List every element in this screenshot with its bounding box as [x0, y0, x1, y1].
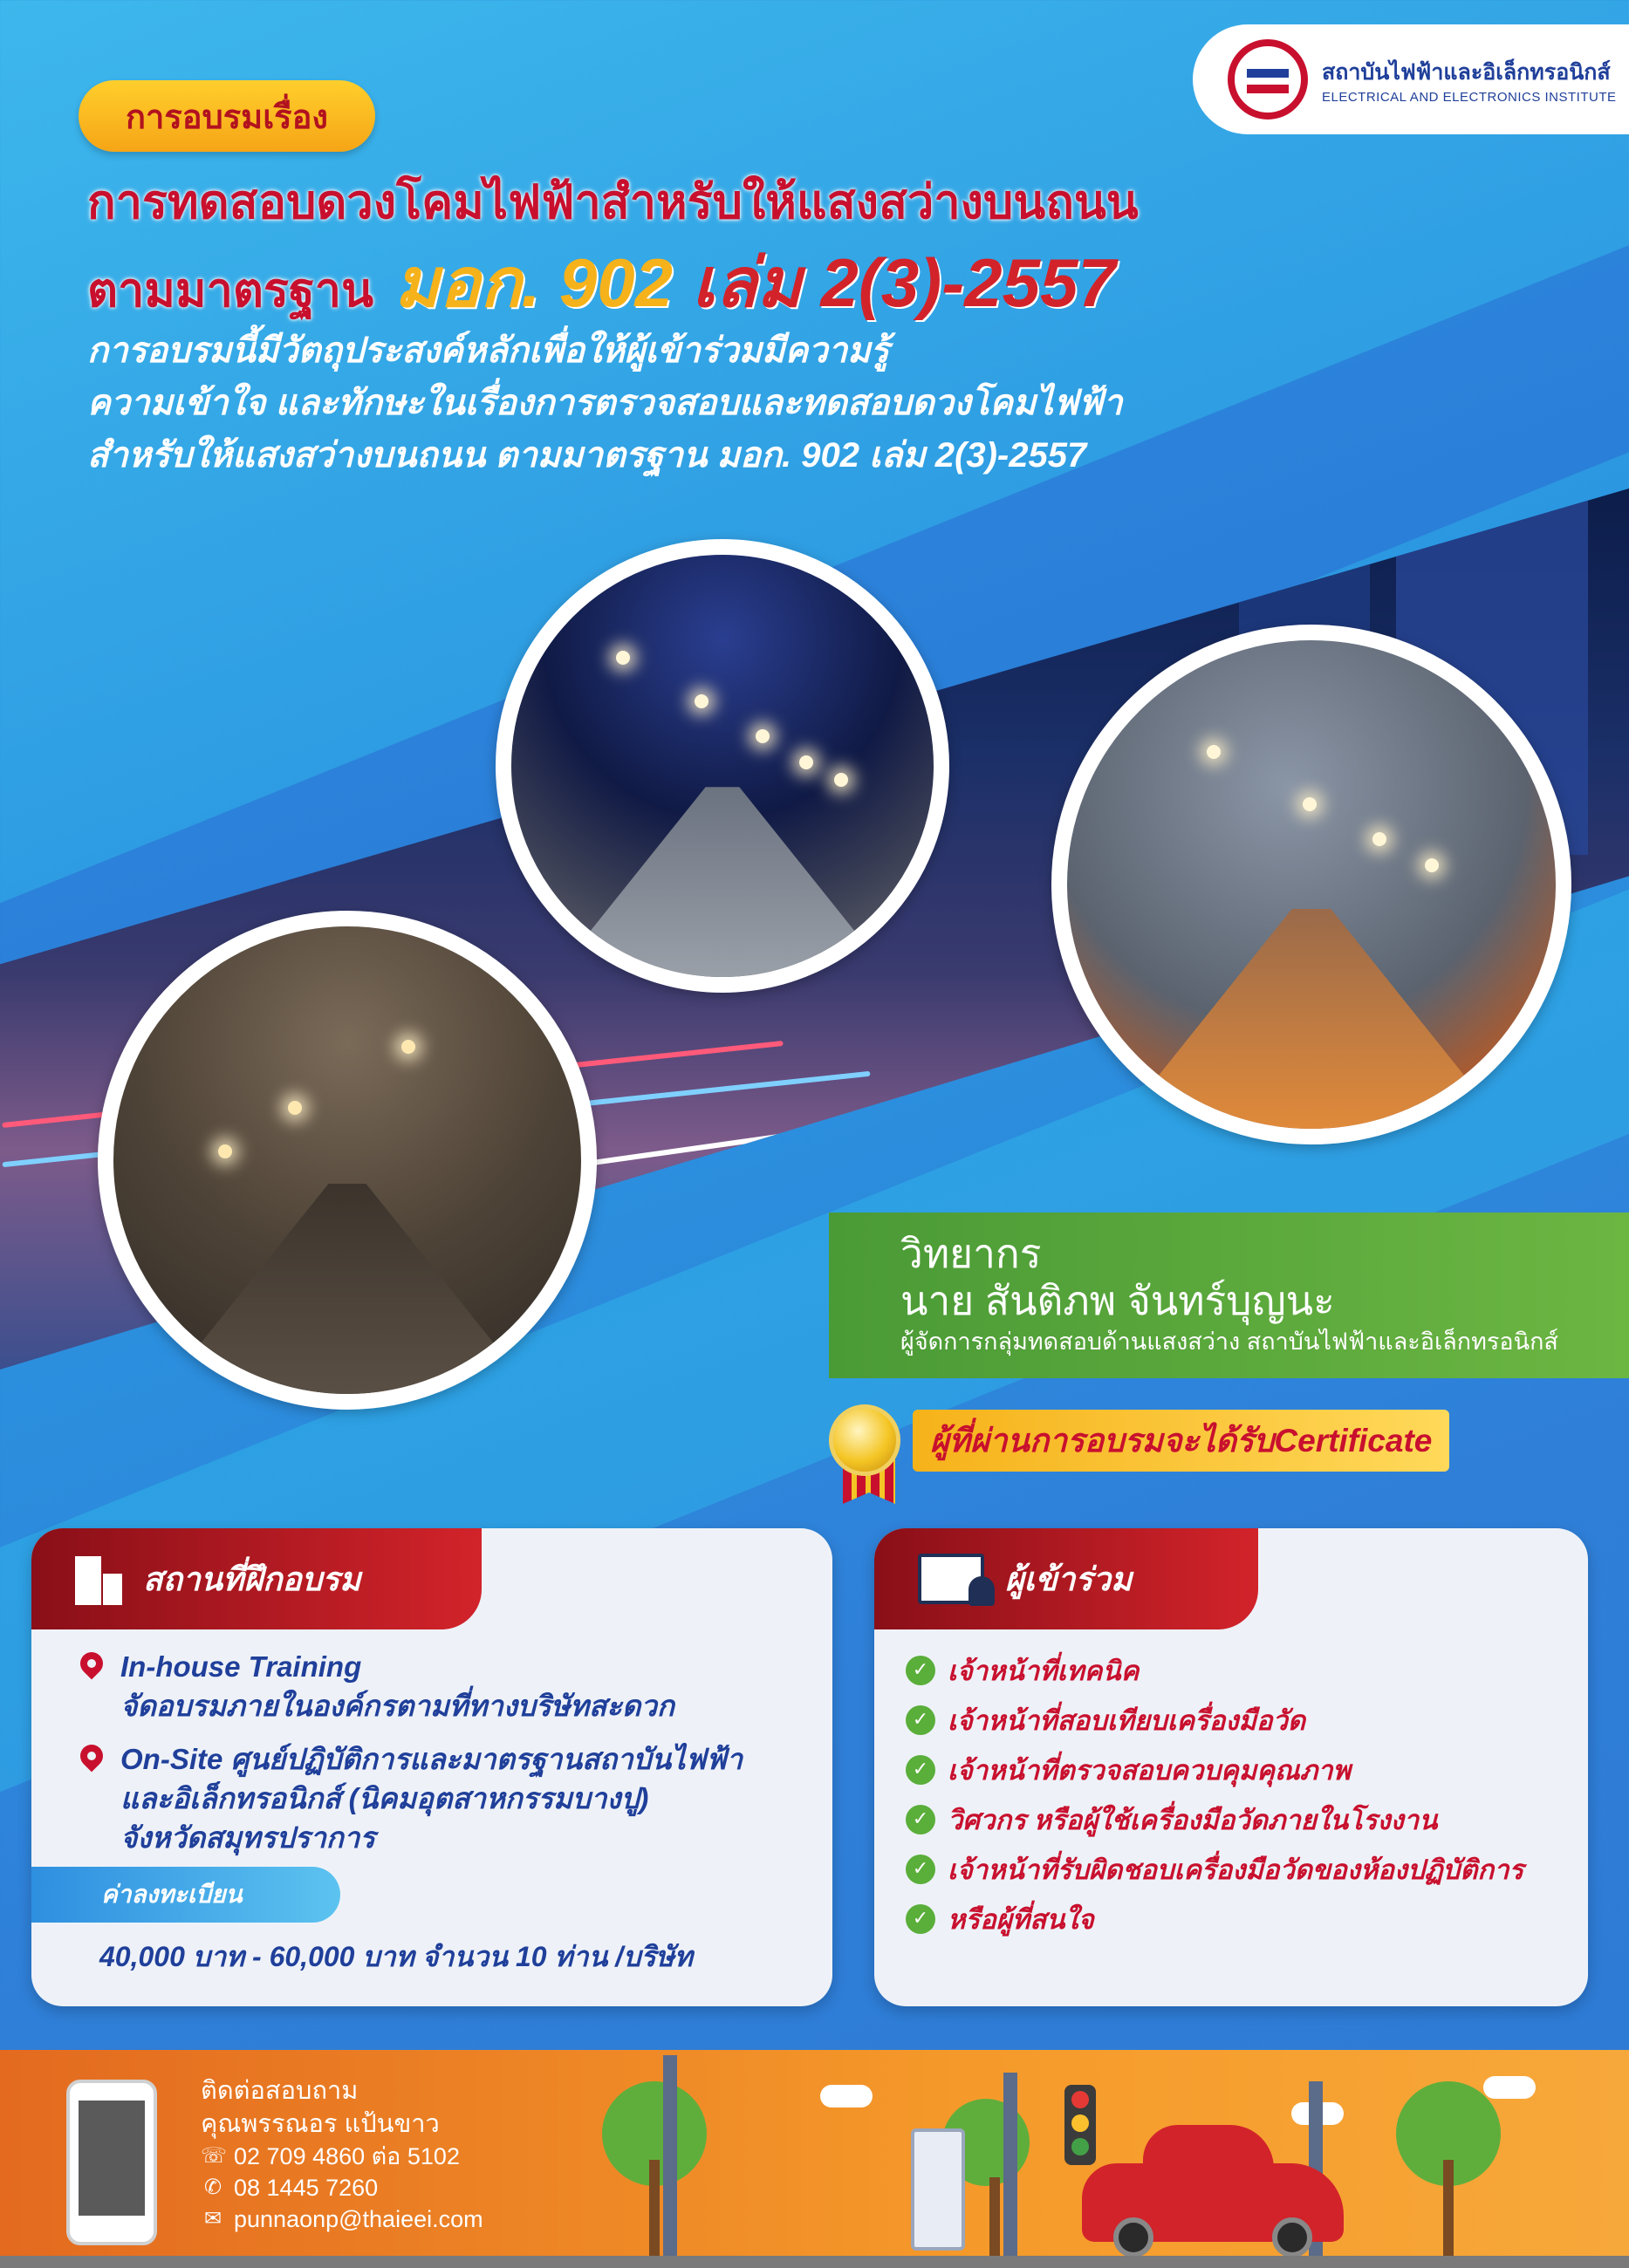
course-standard — [87, 229, 1116, 337]
course-tag: การอบรมเรื่อง — [79, 80, 375, 152]
check-icon: ✓ — [906, 1705, 935, 1735]
standard-code: มอก. 902 — [394, 244, 673, 321]
attendee-label: เจ้าหน้าที่รับผิดชอบเครื่องมือวัดของห้องปฏิบัติการ — [948, 1854, 1524, 1885]
venue-item — [80, 1647, 674, 1725]
mobile-icon: ✆ — [203, 2176, 222, 2199]
attendee-label: หรือผู้ที่สนใจ — [948, 1903, 1094, 1935]
logo-name-en: ELECTRICAL AND ELECTRONICS INSTITUTE — [1322, 89, 1617, 105]
venue-line: In-house Training — [120, 1650, 362, 1683]
car-icon — [1082, 2163, 1344, 2242]
certificate-badge — [829, 1404, 1449, 1476]
venue-line: และอิเล็กทรอนิกส์ (นิคมอุตสาหกรรมบางปู) — [120, 1782, 649, 1814]
foggy-road-photo — [98, 911, 597, 1410]
highway-night-photo — [496, 539, 949, 993]
attendee-label: วิศวกร หรือผู้ใช้เครื่องมือวัดภายในโรงงาน — [948, 1804, 1438, 1835]
list-item — [906, 1645, 1523, 1695]
speaker-banner — [829, 1213, 1629, 1378]
venue-line: On-Site ศูนย์ปฏิบัติการและมาตรฐานสถาบันไฟฟ้า — [120, 1743, 743, 1775]
fee-value: 40,000 บาท - 60,000 บาท จำนวน 10 ท่าน /บริษัท — [99, 1941, 693, 1972]
check-icon: ✓ — [906, 1904, 935, 1934]
venue-line: จังหวัดสมุทรปราการ — [120, 1821, 375, 1854]
attendee-label: เจ้าหน้าที่เทคนิค — [948, 1655, 1140, 1686]
attendee-label: เจ้าหน้าที่ตรวจสอบควบคุมคุณภาพ — [948, 1754, 1351, 1786]
standard-part: เล่ม 2(3)-2557 — [692, 244, 1116, 321]
streetlight-icon — [1003, 2073, 1017, 2256]
list-item — [906, 1794, 1523, 1844]
email-icon: ✉ — [203, 2207, 222, 2230]
description-line: การอบรมนี้มีวัตถุประสงค์หลักเพื่อให้ผู้เข้าร่วมมีความรู้ — [87, 331, 890, 370]
contact-email[interactable]: punnaonp@thaieei.com — [234, 2206, 483, 2232]
cloud-icon — [820, 2085, 873, 2107]
traffic-light-icon — [1064, 2085, 1096, 2165]
contact-footer — [0, 2050, 1629, 2268]
check-icon: ✓ — [906, 1805, 935, 1834]
contact-mobile: 08 1445 7260 — [234, 2175, 379, 2201]
venue-item — [80, 1739, 743, 1857]
attendees-card-header — [874, 1528, 1258, 1629]
attendees-title: ผู้เข้าร่วม — [1005, 1561, 1133, 1597]
presentation-icon — [918, 1554, 984, 1604]
telephone-icon: ☏ — [201, 2144, 228, 2168]
list-item — [906, 1844, 1523, 1894]
venue-card — [31, 1528, 832, 2006]
building-icon — [75, 1553, 122, 1605]
medal-icon — [829, 1404, 900, 1476]
attendees-list — [906, 1645, 1523, 1944]
map-kiosk-icon — [911, 2128, 965, 2251]
venue-title: สถานที่ฝึกอบรม — [143, 1561, 361, 1597]
description-line: ความเข้าใจ และทักษะในเรื่องการตรวจสอบและทดสอบดวงโคมไฟฟ้า — [87, 384, 1123, 422]
cloud-icon — [1483, 2076, 1536, 2099]
attendee-label: เจ้าหน้าที่สอบเทียบเครื่องมือวัด — [948, 1704, 1306, 1736]
check-icon: ✓ — [906, 1656, 935, 1685]
course-title: การทดสอบดวงโคมไฟฟ้าสำหรับให้แสงสว่างบนถนน — [87, 176, 1139, 229]
location-pin-icon — [80, 1652, 103, 1682]
description-line: สำหรับให้แสงสว่างบนถนน ตามมาตรฐาน มอก. 902 เล่ม 2(3)-2557 — [87, 436, 1087, 475]
contact-label: ติดต่อสอบถาม — [201, 2077, 359, 2105]
speaker-position: ผู้จัดการกลุ่มทดสอบด้านแสงสว่าง สถาบันไฟฟ้าและอิเล็กทรอนิกส์ — [900, 1329, 1558, 1355]
list-item — [906, 1695, 1523, 1745]
check-icon: ✓ — [906, 1855, 935, 1884]
attendees-card — [874, 1528, 1588, 2006]
fee-label: ค่าลงทะเบียน — [31, 1867, 340, 1923]
institute-emblem-icon — [1228, 39, 1308, 120]
speaker-role: วิทยากร — [900, 1231, 1042, 1276]
list-item — [906, 1745, 1523, 1794]
check-icon: ✓ — [906, 1755, 935, 1785]
speaker-name: นาย สันติภพ จันทร์บุญนะ — [900, 1278, 1335, 1323]
contact-info — [201, 2074, 483, 2235]
location-pin-icon — [80, 1745, 103, 1774]
traffic-streetlight-photo — [1051, 625, 1571, 1144]
institute-logo — [1193, 24, 1629, 134]
logo-name-th: สถาบันไฟฟ้าและอิเล็กทรอนิกส์ — [1322, 59, 1611, 85]
contact-phone: 02 709 4860 ต่อ 5102 — [234, 2143, 460, 2169]
list-item — [906, 1894, 1523, 1944]
contact-person: คุณพรรณอร แป้นขาว — [201, 2110, 440, 2138]
streetlight-icon — [663, 2055, 677, 2256]
smartphone-icon — [66, 2080, 157, 2245]
course-description — [87, 324, 1309, 482]
venue-line: จัดอบรมภายในองค์กรตามที่ทางบริษัทสะดวก — [120, 1690, 674, 1722]
standard-prefix: ตามมาตรฐาน — [87, 264, 374, 317]
road-ground — [0, 2256, 1629, 2268]
certificate-text: ผู้ที่ผ่านการอบรมจะได้รับCertificate — [913, 1410, 1449, 1472]
venue-card-header — [31, 1528, 482, 1629]
